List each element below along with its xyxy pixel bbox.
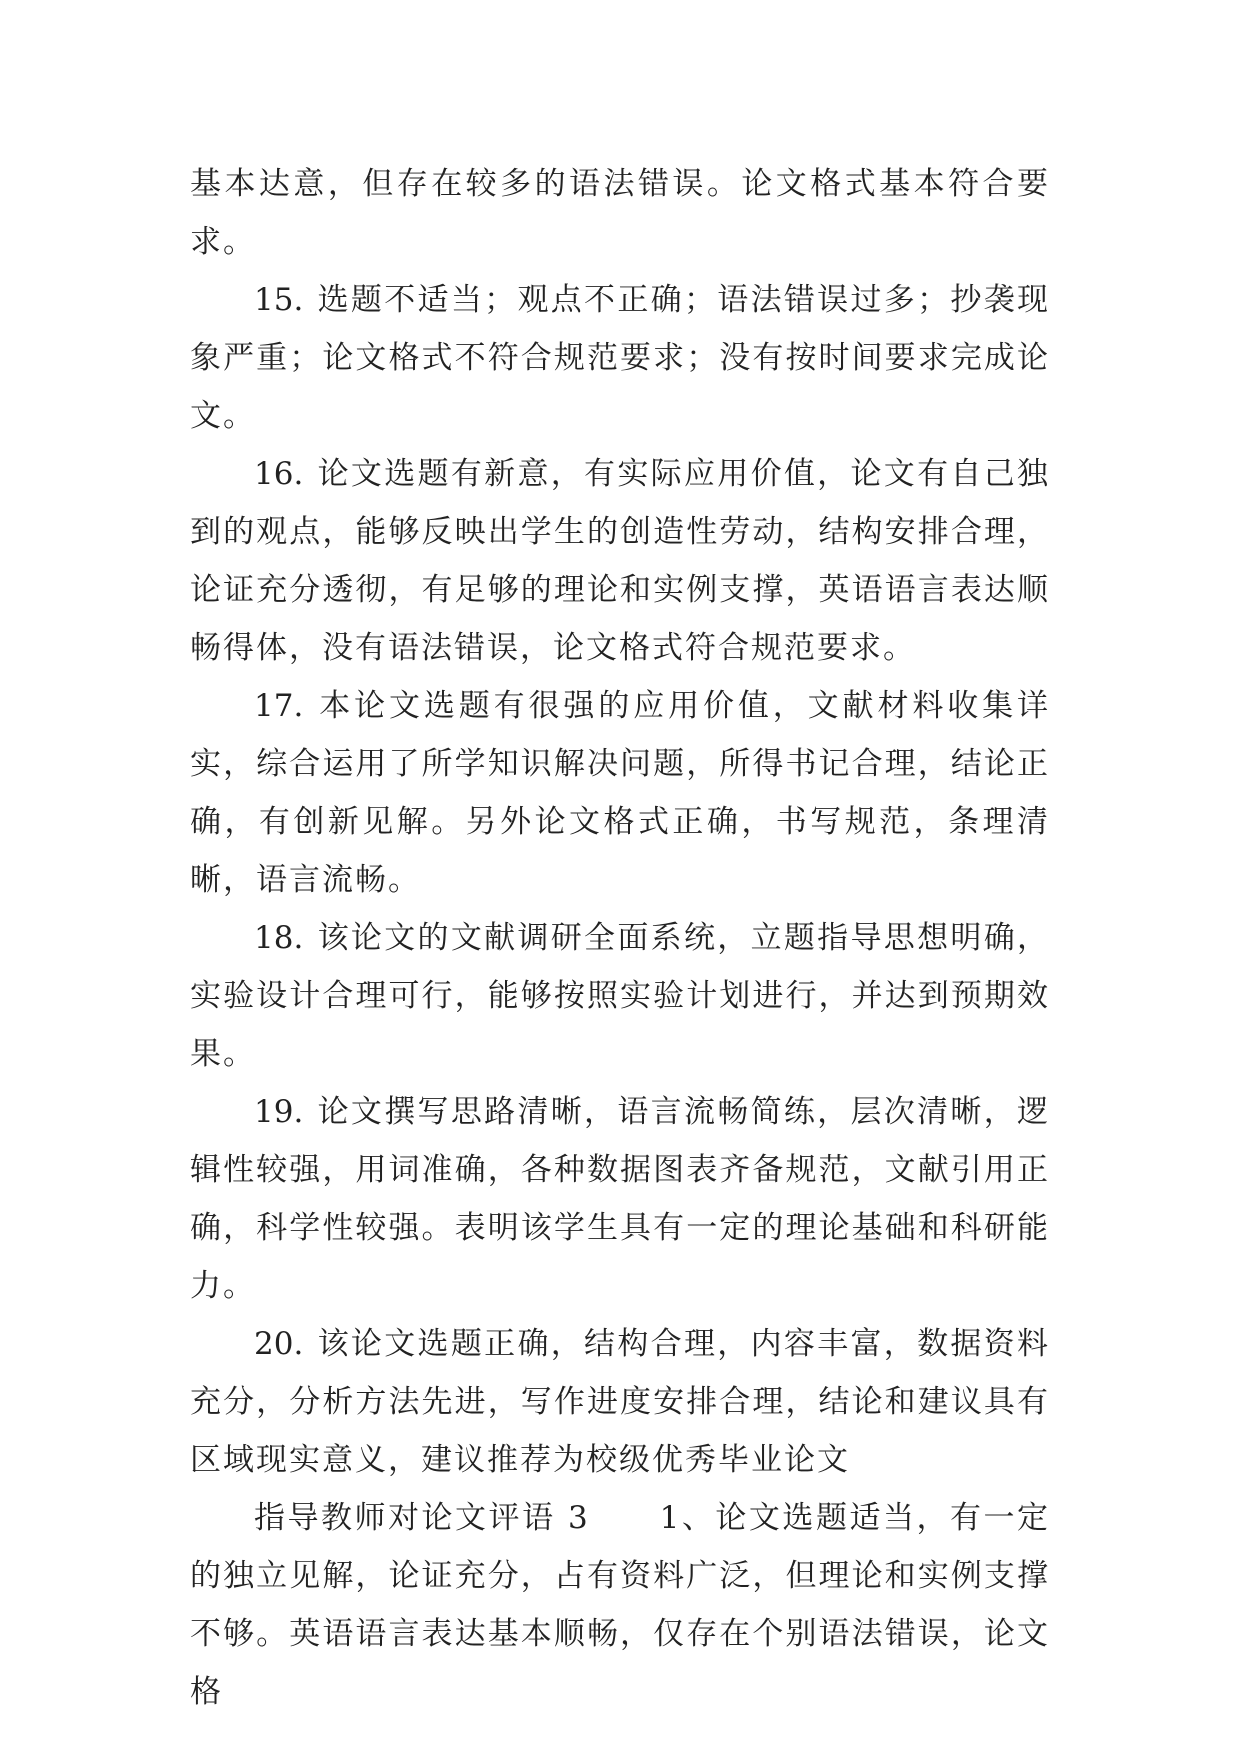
paragraph-16: [190, 445, 1050, 677]
paragraph-number: 18.: [254, 920, 304, 956]
section-text: 1、论文选题适当，有一定的独立见解，论证充分，占有资料广泛，但理论和实例支撑不够。英语语言表达基本顺畅，仅存在个别语法错误，论文格: [190, 1500, 1050, 1710]
paragraph-text: 本论文选题有很强的应用价值，文献材料收集详实，综合运用了所学知识解决问题，所得书记合理，结论正确，有创新见解。另外论文格式正确，书写规范，条理清晰，语言流畅。: [190, 688, 1050, 898]
paragraph-number: 19.: [254, 1094, 304, 1130]
paragraph-text: 该论文选题正确，结构合理，内容丰富，数据资料充分，分析方法先进，写作进度安排合理，结论和建议具有区域现实意义，建议推荐为校级优秀毕业论文: [190, 1326, 1050, 1478]
paragraph-17: [190, 677, 1050, 909]
paragraph-20: [190, 1315, 1050, 1489]
paragraph-text: 基本达意，但存在较多的语法错误。论文格式基本符合要求。: [190, 166, 1050, 260]
paragraph-number: 16.: [254, 456, 304, 492]
paragraph-number: 17.: [254, 688, 304, 724]
paragraph-number: 15.: [254, 282, 304, 318]
paragraph-text: 选题不适当；观点不正确；语法错误过多；抄袭现象严重；论文格式不符合规范要求；没有按时间要求完成论文。: [190, 282, 1050, 434]
section-comments-3: [190, 1489, 1050, 1721]
paragraph-15: [190, 271, 1050, 445]
document-page: [190, 155, 1050, 1721]
section-heading: 指导教师对论文评语 3: [254, 1500, 590, 1536]
paragraph-19: [190, 1083, 1050, 1315]
paragraph-text: 该论文的文献调研全面系统，立题指导思想明确，实验设计合理可行，能够按照实验计划进行，并达到预期效果。: [190, 920, 1050, 1072]
paragraph-18: [190, 909, 1050, 1083]
paragraph-text: 论文选题有新意，有实际应用价值，论文有自己独到的观点，能够反映出学生的创造性劳动，结构安排合理，论证充分透彻，有足够的理论和实例支撑，英语语言表达顺畅得体，没有语法错误，论文格式符合规范要求。: [190, 456, 1050, 666]
paragraph-text: 论文撰写思路清晰，语言流畅简练，层次清晰，逻辑性较强，用词准确，各种数据图表齐备规范，文献引用正确，科学性较强。表明该学生具有一定的理论基础和科研能力。: [190, 1094, 1050, 1304]
paragraph-continued: [190, 155, 1050, 271]
paragraph-number: 20.: [254, 1326, 304, 1362]
